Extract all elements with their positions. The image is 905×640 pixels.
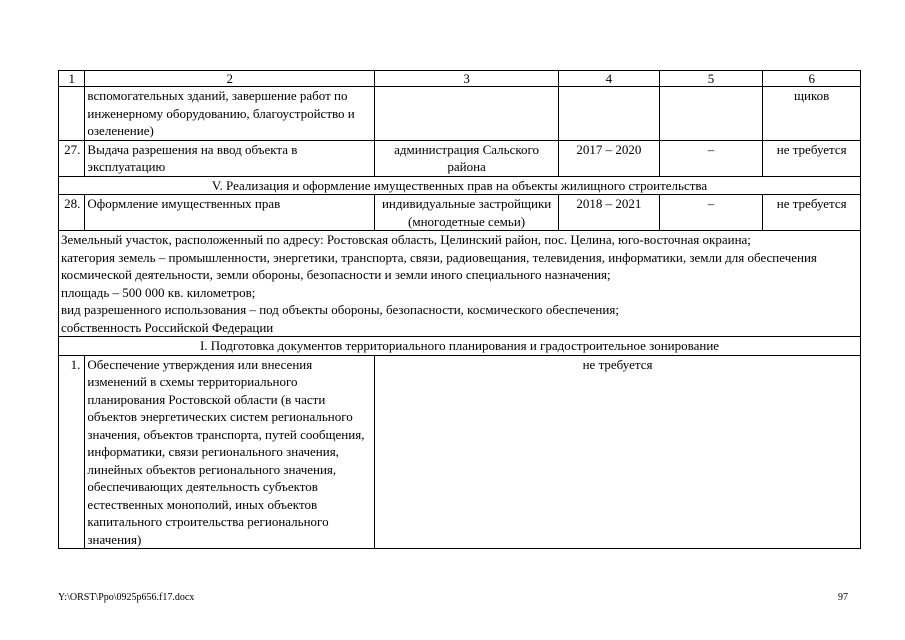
- table-row: [59, 355, 861, 549]
- col5-cell: –: [659, 195, 763, 231]
- header-cell: 2: [85, 71, 375, 87]
- land-info-cell: [59, 231, 861, 337]
- task-text: Обеспечение утверждения или внесения изменений в схемы территориального планирования Ростовской области (в части объектов энергетических систем регионального значения, объектов транспорта, путей сообщения, информатики, связи регионального значения, линейных объектов регионального значения, обеспечивающих деятельность субъектов естественных монополий, иных объектов капитального строительства регионального значения): [85, 355, 375, 549]
- header-cell: 1: [59, 71, 85, 87]
- period-cell: 2017 – 2020: [559, 140, 660, 176]
- table-row: [59, 195, 861, 231]
- task-text: Выдача разрешения на ввод объекта в эксплуатацию: [85, 140, 375, 176]
- page-number: 97: [838, 592, 848, 603]
- land-info-line: Земельный участок, расположенный по адресу: Ростовская область, Целинский район, пос. Целина, юго-восточная окраина;: [61, 232, 751, 247]
- row-number: [59, 87, 85, 141]
- row-number: 1.: [59, 355, 85, 549]
- header-row: [59, 71, 861, 87]
- section-row: [59, 176, 861, 195]
- document-table: [58, 70, 861, 549]
- land-info-line: собственность Российской Федерации: [61, 319, 274, 335]
- row-number: 28.: [59, 195, 85, 231]
- land-info-line: площадь – 500 000 кв. километров;: [61, 284, 256, 300]
- period-cell: [559, 87, 660, 141]
- responsible-cell: администрация Сальского района: [375, 140, 559, 176]
- period-cell: 2018 – 2021: [559, 195, 660, 231]
- header-cell: 4: [559, 71, 660, 87]
- col6-cell: не требуется: [763, 140, 861, 176]
- col5-cell: –: [659, 140, 763, 176]
- land-info-line: категория земель – промышленности, энергетики, транспорта, связи, радиовещания, телевидения, информатики, земли для обеспечения космической деятельности, земли обороны, безопасности и земли иного специального назначения;: [61, 249, 817, 282]
- header-cell: 3: [375, 71, 559, 87]
- col6-cell: щиков: [763, 87, 861, 141]
- col6-cell: не требуется: [763, 195, 861, 231]
- responsible-cell: [375, 87, 559, 141]
- responsible-cell: индивидуальные застройщики (многодетные семьи): [375, 195, 559, 231]
- task-text: Оформление имущественных прав: [85, 195, 375, 231]
- section-row: [59, 337, 861, 356]
- section-title: I. Подготовка документов территориального планирования и градостроительное зонирование: [59, 337, 861, 356]
- header-cell: 5: [659, 71, 763, 87]
- table-row: [59, 87, 861, 141]
- file-path: Y:\ORST\Ppo\0925p656.f17.docx: [58, 592, 195, 603]
- merged-status-cell: не требуется: [375, 355, 861, 549]
- task-text: вспомогательных зданий, завершение работ по инженерному оборудованию, благоустройство и озеленение): [85, 87, 375, 141]
- col5-cell: [659, 87, 763, 141]
- land-info-row: [59, 231, 861, 337]
- land-info-line: вид разрешенного использования – под объекты обороны, безопасности, космического обеспечения;: [61, 302, 619, 317]
- table-row: [59, 140, 861, 176]
- row-number: 27.: [59, 140, 85, 176]
- section-title: V. Реализация и оформление имущественных прав на объекты жилищного строительства: [59, 176, 861, 195]
- header-cell: 6: [763, 71, 861, 87]
